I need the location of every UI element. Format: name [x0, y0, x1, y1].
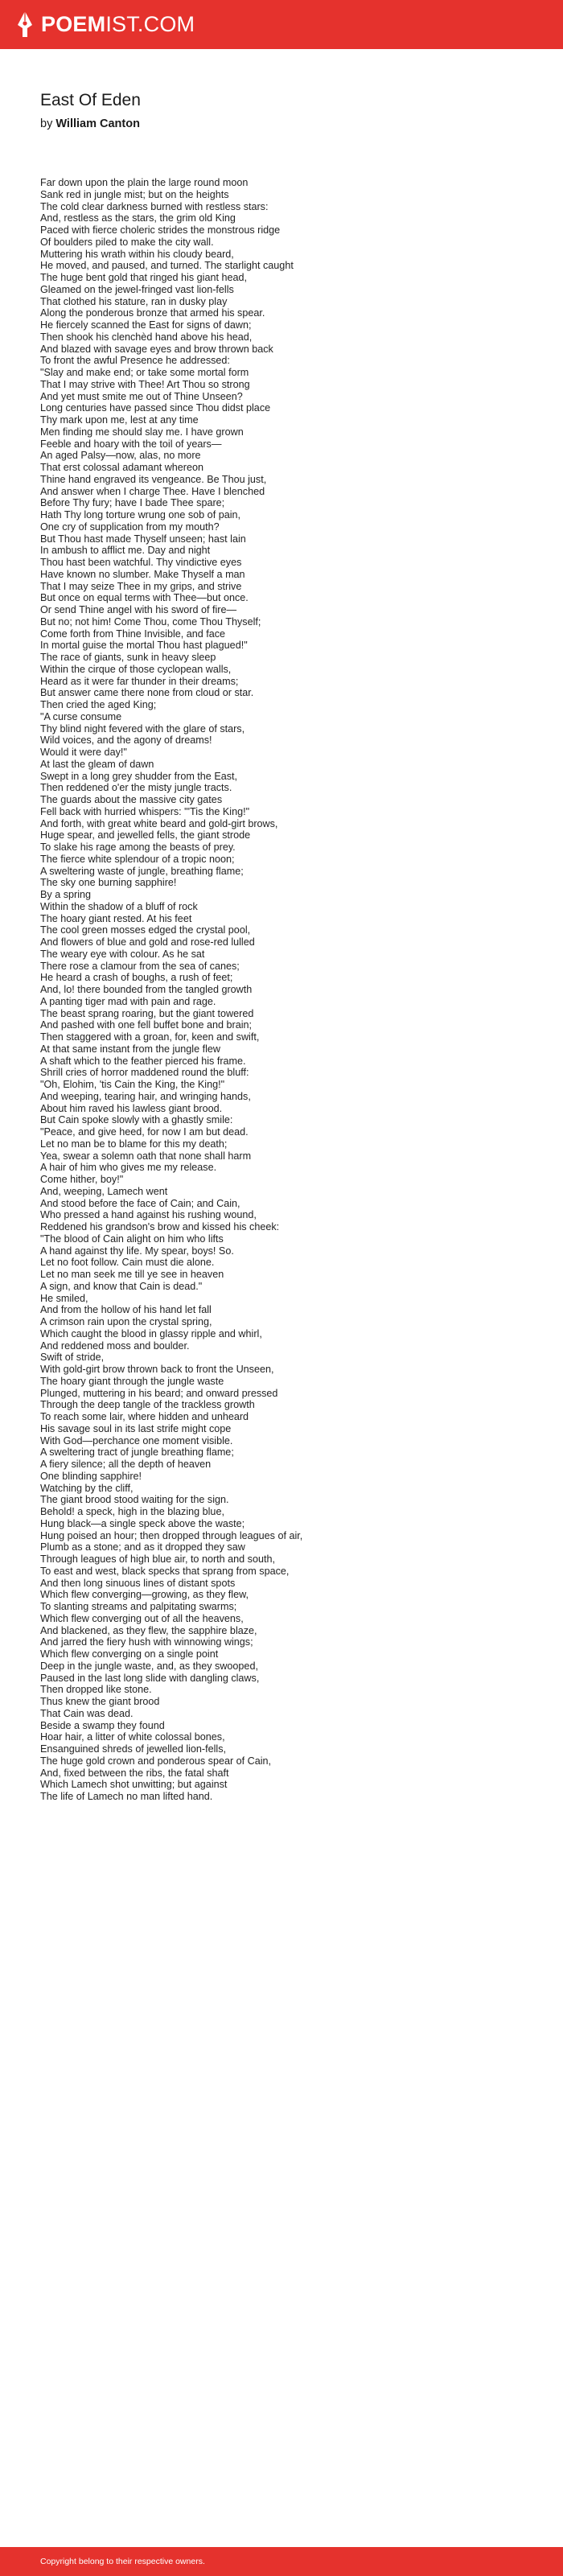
- poem-line: And from the hollow of his hand let fall: [40, 1304, 212, 1316]
- poem-line: Behold! a speck, high in the blazing blue,: [40, 1506, 224, 1517]
- poem-line: The life of Lamech no man lifted hand.: [40, 1791, 213, 1802]
- poem-line: Then reddened o'er the misty jungle tracts.: [40, 782, 232, 794]
- poem-line: He moved, and paused, and turned. The starlight caught: [40, 260, 294, 272]
- fountain-pen-nib-icon: [16, 10, 34, 38]
- site-name: [41, 10, 195, 38]
- poem-line: A fiery silence; all the depth of heaven: [40, 1459, 212, 1470]
- poem-line: "A curse consume: [40, 710, 122, 722]
- poem-line: And answer when I charge Thee. Have I blenched: [40, 485, 265, 497]
- poem-line: Thy mark upon me, lest at any time: [40, 414, 199, 426]
- poem-line: That I may strive with Thee! Art Thou so strong: [40, 378, 250, 390]
- poem-line: And weeping, tearing hair, and wringing hands,: [40, 1090, 251, 1102]
- poem-line: He heard a crash of boughs, a rush of feet;: [40, 972, 233, 984]
- poem-line: An aged Palsy—now, alas, no more: [40, 450, 201, 462]
- author-link[interactable]: William Canton: [55, 117, 140, 130]
- poem-line: Gleamed on the jewel-fringed vast lion-fells: [40, 283, 234, 295]
- poem-line: He fiercely scanned the East for signs of dawn;: [40, 319, 252, 331]
- copyright-notice: Copyright belong to their respective owners.: [40, 2557, 205, 2566]
- poem-line: Would it were day!": [40, 747, 127, 758]
- poem-line: Reddened his grandson's brow and kissed his cheek:: [40, 1221, 280, 1232]
- poem-line: At last the gleam of dawn: [40, 758, 154, 770]
- poem-line: Muttering his wrath within his cloudy beard,: [40, 248, 234, 260]
- poem-line: And, restless as the stars, the grim old King: [40, 212, 236, 224]
- poem-line: To front the awful Presence he addressed:: [40, 355, 230, 367]
- poem-line: "Slay and make end; or take some mortal form: [40, 367, 249, 378]
- poem-line: Along the ponderous bronze that armed his spear.: [40, 307, 265, 319]
- poem-line: The hoary giant rested. At his feet: [40, 912, 192, 924]
- poem-line: Yea, swear a solemn oath that none shall harm: [40, 1150, 252, 1162]
- poem-line: The huge bent gold that ringed his giant head,: [40, 272, 247, 283]
- poem-line: Paused in the last long slide with dangling claws,: [40, 1672, 260, 1684]
- poem-title: East Of Eden: [40, 91, 141, 109]
- poem-line: A shaft which to the feather pierced his frame.: [40, 1055, 246, 1067]
- poem-line: Let no foot follow. Cain must die alone.: [40, 1257, 215, 1269]
- poem-line: That erst colossal adamant whereon: [40, 462, 204, 473]
- poem-line: Have known no slumber. Make Thyself a man: [40, 568, 245, 580]
- poem-line: Hath Thy long torture wrung one sob of pain,: [40, 509, 240, 521]
- poem-line: Sank red in jungle mist; but on the heights: [40, 188, 229, 200]
- poem-line: And pashed with one fell buffet bone and brain;: [40, 1019, 253, 1031]
- poem-line: Thus knew the giant brood: [40, 1696, 160, 1707]
- poem-line: With gold-girt brow thrown back to front the Unseen,: [40, 1364, 274, 1375]
- poem-line: About him raved his lawless giant brood.: [40, 1102, 223, 1114]
- poem-line: "Oh, Elohim, 'tis Cain the King, the King!": [40, 1079, 225, 1090]
- poem-line: Huge spear, and jewelled fells, the giant strode: [40, 829, 251, 842]
- site-logo[interactable]: [16, 10, 195, 38]
- poem-line: Who pressed a hand against his rushing wound,: [40, 1209, 257, 1221]
- poem-line: Fell back with hurried whispers: "'Tis the King!": [40, 805, 250, 817]
- poem-line: Which flew converging—growing, as they flew,: [40, 1589, 249, 1601]
- poem-line: His savage soul in its last strife might cope: [40, 1422, 232, 1434]
- poem-line: Come forth from Thine Invisible, and face: [40, 628, 226, 640]
- poem-line: Thine hand engraved its vengeance. Be Thou just,: [40, 473, 267, 485]
- poem-line: Hung black—a single speck above the waste;: [40, 1517, 245, 1529]
- poem-line: And stood before the face of Cain; and Cain,: [40, 1197, 240, 1209]
- poem-line: Thy blind night fevered with the glare of stars,: [40, 722, 245, 735]
- site-header: [0, 0, 563, 49]
- poem-line: To slanting streams and palpitating swarms;: [40, 1601, 237, 1612]
- poem-line: Which Lamech shot unwitting; but against: [40, 1779, 228, 1791]
- poem-line: Then shook his clenchèd hand above his head,: [40, 331, 253, 343]
- poem-line: And, weeping, Lamech went: [40, 1185, 168, 1197]
- byline: [40, 117, 140, 131]
- poem-line: To slake his rage among the beasts of prey.: [40, 842, 236, 853]
- poem-line: With God—perchance one moment visible.: [40, 1434, 233, 1446]
- poem-line: Plunged, muttering in his beard; and onward pressed: [40, 1387, 278, 1399]
- poem-line: Long centuries have passed since Thou didst place: [40, 402, 271, 414]
- poem-line: The race of giants, sunk in heavy sleep: [40, 652, 216, 663]
- poem-line: Plumb as a stone; and as it dropped they saw: [40, 1541, 245, 1553]
- poem-line: A sign, and know that Cain is dead.": [40, 1280, 203, 1292]
- poem-line: The huge gold crown and ponderous spear of Cain,: [40, 1755, 272, 1767]
- poem-line: Shrill cries of horror maddened round the bluff:: [40, 1067, 249, 1079]
- poem-line: That I may seize Thee in my grips, and strive: [40, 580, 242, 592]
- poem-line: But no; not him! Come Thou, come Thou Thyself;: [40, 615, 261, 628]
- poem-line: Let no man seek me till ye see in heaven: [40, 1269, 224, 1280]
- poem-line: He smiled,: [40, 1292, 88, 1304]
- poem-line: And then long sinuous lines of distant spots: [40, 1577, 236, 1589]
- poem-line: But Thou hast made Thyself unseen; hast lain: [40, 533, 246, 545]
- poem-line: A sweltering tract of jungle breathing flame;: [40, 1446, 234, 1459]
- poem-line: In ambush to afflict me. Day and night: [40, 545, 211, 557]
- poem-line: Or send Thine angel with his sword of fire—: [40, 604, 237, 615]
- poem-line: And, fixed between the ribs, the fatal shaft: [40, 1767, 229, 1779]
- poem-line: And flowers of blue and gold and rose-red lulled: [40, 936, 255, 948]
- poem-line: The sky one burning sapphire!: [40, 877, 177, 889]
- poem-line: The cold clear darkness burned with restless stars:: [40, 200, 269, 212]
- poem-line: And jarred the fiery hush with winnowing wings;: [40, 1636, 253, 1648]
- poem-line: Hoar hair, a litter of white colossal bones,: [40, 1731, 225, 1743]
- site-footer: [0, 2547, 563, 2576]
- poem-line: And yet must smite me out of Thine Unseen?: [40, 390, 243, 402]
- poem-body: [40, 177, 539, 1803]
- poem-line: The cool green mosses edged the crystal pool,: [40, 924, 251, 936]
- poem-line: The weary eye with colour. As he sat: [40, 948, 205, 960]
- poem-line: Through the deep tangle of the trackless growth: [40, 1399, 255, 1411]
- poem-line: Let no man be to blame for this my death;: [40, 1138, 228, 1150]
- poem-line: Swept in a long grey shudder from the East,: [40, 770, 238, 782]
- poem-line: Swift of stride,: [40, 1352, 105, 1364]
- poem-line: Then cried the aged King;: [40, 699, 157, 710]
- poem-line: Before Thy fury; have I bade Thee spare;: [40, 497, 225, 509]
- poem-line: One blinding sapphire!: [40, 1470, 142, 1482]
- poem-line: And, lo! there bounded from the tangled growth: [40, 984, 253, 995]
- poem-line: And forth, with great white beard and gold-girt brows,: [40, 817, 278, 829]
- poem-line: Come hither, boy!": [40, 1174, 124, 1185]
- poem-line: Heard as it were far thunder in their dreams;: [40, 675, 239, 687]
- poem-line: Far down upon the plain the large round moon: [40, 177, 249, 188]
- poem-line: Then dropped like stone.: [40, 1684, 152, 1696]
- poem-line: The hoary giant through the jungle waste: [40, 1375, 224, 1387]
- poem-line: Of boulders piled to make the city wall.: [40, 236, 214, 248]
- poem-line: The guards about the massive city gates: [40, 794, 223, 805]
- poem-line: The beast sprang roaring, but the giant towered: [40, 1007, 254, 1019]
- poem-line: And blazed with savage eyes and brow thrown back: [40, 343, 273, 355]
- poem-line: That Cain was dead.: [40, 1707, 134, 1719]
- poem-line: Beside a swamp they found: [40, 1719, 165, 1731]
- poem-line: To reach some lair, where hidden and unheard: [40, 1411, 249, 1422]
- poem-line: And reddened moss and boulder.: [40, 1339, 190, 1352]
- poem-line: In mortal guise the mortal Thou hast plagued!": [40, 640, 248, 652]
- poem-line: Wild voices, and the agony of dreams!: [40, 735, 212, 747]
- poem-line: "Peace, and give heed, for now I am but dead.: [40, 1126, 249, 1138]
- poem-line: Which flew converging out of all the heavens,: [40, 1612, 244, 1624]
- brand-bold: POEM: [41, 12, 106, 36]
- poem-line: But once on equal terms with Thee—but once.: [40, 592, 249, 604]
- poem-line: One cry of supplication from my mouth?: [40, 521, 220, 533]
- poem-line: A hair of him who gives me my release.: [40, 1162, 217, 1174]
- poem-line: At that same instant from the jungle flew: [40, 1043, 221, 1055]
- by-label: by: [40, 117, 53, 130]
- poem-line: Through leagues of high blue air, to north and south,: [40, 1553, 275, 1565]
- poem-line: By a spring: [40, 889, 91, 900]
- poem-line: "The blood of Cain alight on him who lifts: [40, 1232, 224, 1245]
- poem-line: But Cain spoke slowly with a ghastly smile:: [40, 1114, 233, 1126]
- brand-light: IST.COM: [105, 12, 195, 36]
- poem-line: Which caught the blood in glassy ripple and whirl,: [40, 1327, 262, 1339]
- poem-line: But answer came there none from cloud or star.: [40, 687, 254, 699]
- poem-line: Feeble and hoary with the toil of years—: [40, 438, 222, 450]
- poem-line: Deep in the jungle waste, and, as they swooped,: [40, 1660, 258, 1672]
- poem-line: And blackened, as they flew, the sapphire blaze,: [40, 1624, 257, 1636]
- poem-line: A sweltering waste of jungle, breathing flame;: [40, 865, 244, 877]
- poem-line: A panting tiger mad with pain and rage.: [40, 995, 216, 1007]
- poem-line: There rose a clamour from the sea of canes;: [40, 960, 240, 972]
- poem-line: Within the shadow of a bluff of rock: [40, 900, 198, 912]
- poem-line: That clothed his stature, ran in dusky play: [40, 295, 228, 307]
- poem-line: A hand against thy life. My spear, boys! So.: [40, 1245, 234, 1257]
- poem-line: The giant brood stood waiting for the sign.: [40, 1494, 229, 1506]
- poem-line: Watching by the cliff,: [40, 1482, 134, 1494]
- poem-line: A crimson rain upon the crystal spring,: [40, 1316, 212, 1327]
- poem-line: The fierce white splendour of a tropic noon;: [40, 853, 235, 865]
- poem-line: Men finding me should slay me. I have grown: [40, 426, 244, 438]
- poem-line: Which flew converging on a single point: [40, 1648, 219, 1660]
- poem-line: Thou hast been watchful. Thy vindictive eyes: [40, 557, 242, 568]
- poem-line: Then staggered with a groan, for, keen and swift,: [40, 1031, 260, 1043]
- poem-line: Within the cirque of those cyclopean walls,: [40, 663, 232, 675]
- poem-line: Hung poised an hour; then dropped through leagues of air,: [40, 1529, 303, 1541]
- poem-line: Paced with fierce choleric strides the monstrous ridge: [40, 224, 281, 236]
- poem-line: To east and west, black specks that sprang from space,: [40, 1565, 290, 1577]
- poem-line: Ensanguined shreds of jewelled lion-fells,: [40, 1743, 227, 1755]
